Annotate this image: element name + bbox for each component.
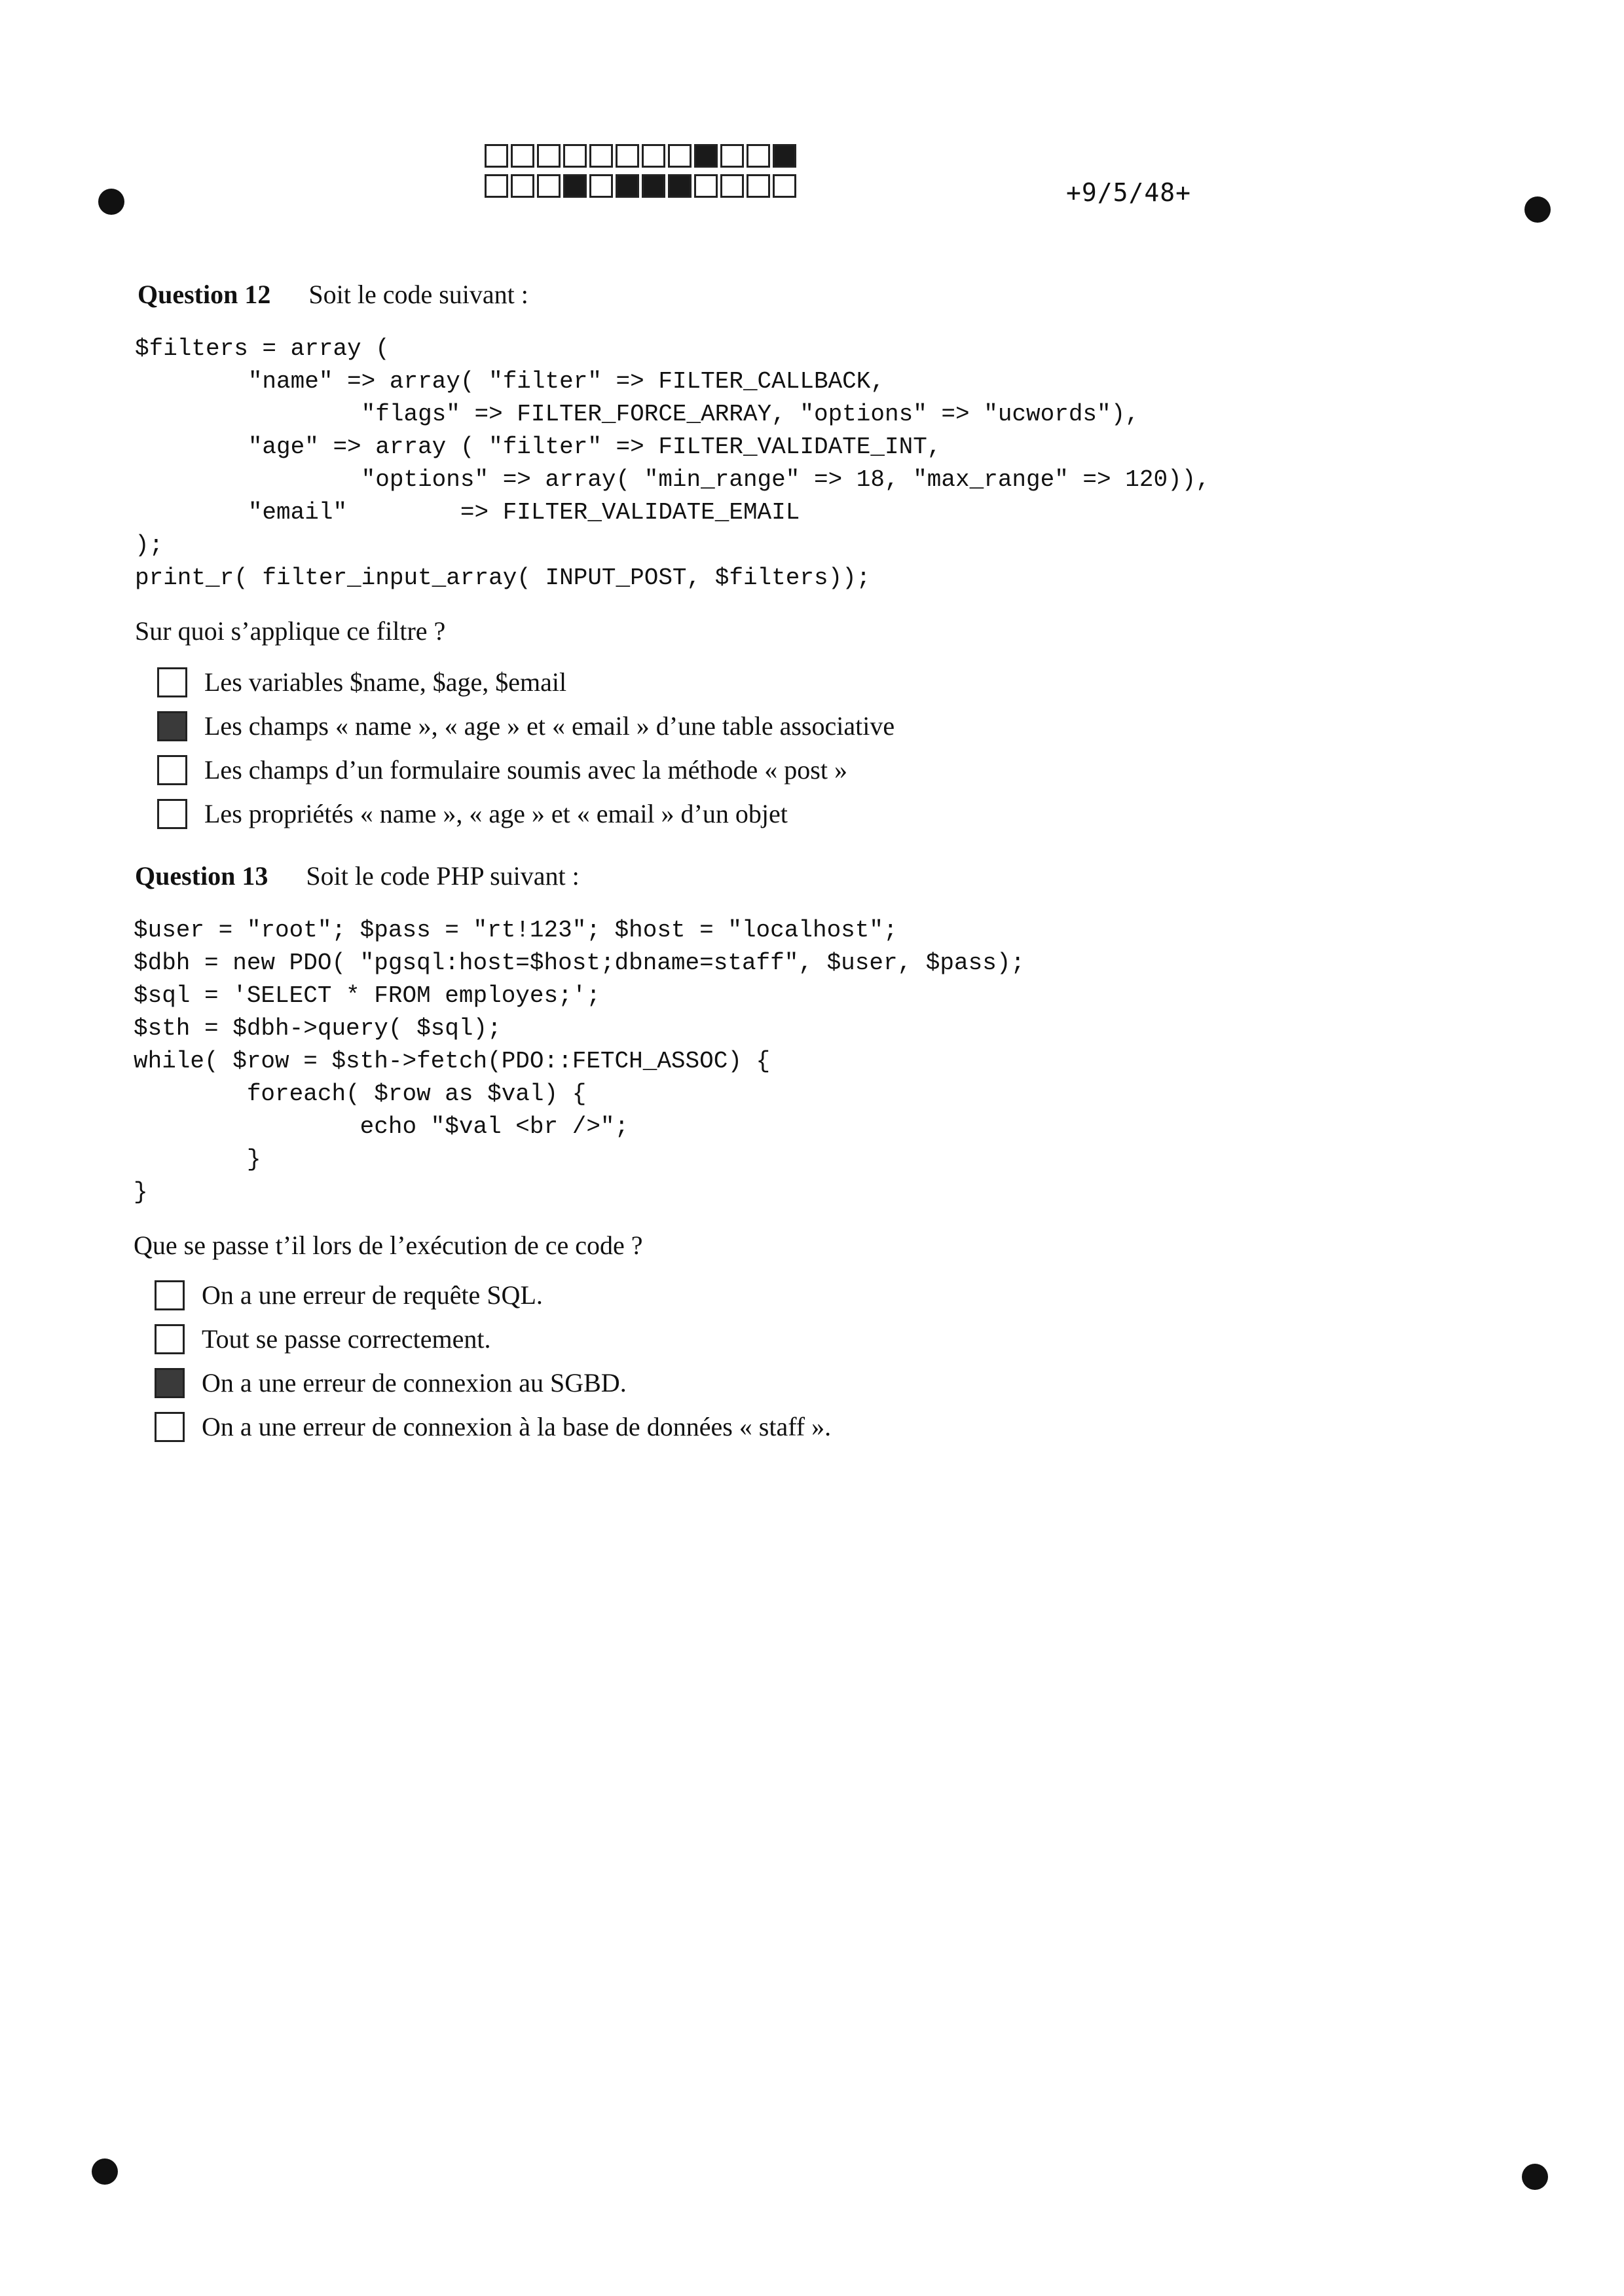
answer-label: Tout se passe correctement. [202, 1324, 491, 1354]
answer-option[interactable] [155, 1273, 831, 1317]
barcode-cell [694, 174, 718, 198]
barcode-cell [589, 144, 613, 168]
registration-mark-bottom-right [1522, 2164, 1548, 2190]
barcode-cell [720, 174, 744, 198]
answer-label: On a une erreur de connexion à la base de données « staff ». [202, 1412, 832, 1441]
barcode-cell [537, 144, 561, 168]
answer-label: Les propriétés « name », « age » et « email » d’un objet [204, 799, 788, 828]
barcode-cell [616, 144, 639, 168]
answer-option[interactable] [155, 1361, 831, 1405]
barcode-cell [589, 174, 613, 198]
checkbox[interactable] [157, 755, 187, 785]
answer-option[interactable] [157, 748, 895, 792]
registration-mark-top-right [1524, 196, 1551, 223]
question-intro: Soit le code PHP suivant : [306, 861, 580, 891]
barcode-cell [485, 144, 508, 168]
checkbox[interactable] [155, 1412, 185, 1442]
barcode-cell [563, 144, 587, 168]
barcode-cell [511, 144, 534, 168]
question-number: Question 12 [138, 280, 271, 309]
barcode-cell [537, 174, 561, 198]
barcode-cell [642, 144, 665, 168]
answer-label: On a une erreur de requête SQL. [202, 1280, 543, 1310]
barcode-cell-filled [616, 174, 639, 198]
barcode-cell-filled [773, 144, 796, 168]
barcode-cell-filled [668, 174, 692, 198]
question-12-prompt: Sur quoi s’applique ce filtre ? [135, 616, 446, 646]
checkbox[interactable] [157, 799, 187, 829]
checkbox[interactable] [155, 1280, 185, 1310]
barcode-cell [720, 144, 744, 168]
answer-label: Les champs « name », « age » et « email » d’une table associative [204, 711, 895, 741]
answer-option[interactable] [155, 1405, 831, 1449]
question-13-code: $user = "root"; $pass = "rt!123"; $host = "localhost"; $dbh = new PDO( "pgsql:host=$host;dbname=staff", $user, $pass); $sql = 'SELECT * FROM employes;'; $sth = $dbh->query( $sql); while( $row = $sth->fetch(PDO::FETCH_ASSOC) { foreach( $row as $val) { echo "$val <br />"; } } [134, 917, 1025, 1206]
question-number: Question 13 [135, 861, 268, 891]
question-13-options [155, 1273, 831, 1449]
barcode-cell-filled [563, 174, 587, 198]
barcode-cell [773, 174, 796, 198]
answer-label: Les champs d’un formulaire soumis avec la méthode « post » [204, 755, 847, 785]
barcode-cell [747, 144, 770, 168]
barcode-cell-filled [694, 144, 718, 168]
registration-mark-bottom-left [92, 2158, 118, 2185]
question-13-header [135, 861, 580, 891]
question-13-prompt: Que se passe t’il lors de l’exécution de ce code ? [134, 1231, 643, 1260]
question-12-options [157, 660, 895, 836]
barcode-cell [668, 144, 692, 168]
barcode-cell [485, 174, 508, 198]
barcode-cell [747, 174, 770, 198]
barcode-cell [511, 174, 534, 198]
checkbox[interactable] [155, 1324, 185, 1354]
registration-mark-top-left [98, 189, 124, 215]
answer-option[interactable] [157, 660, 895, 704]
checkbox-checked[interactable] [157, 711, 187, 741]
answer-option[interactable] [155, 1317, 831, 1361]
answer-option[interactable] [157, 792, 895, 836]
page-id: +9/5/48+ [1066, 178, 1192, 207]
question-12-code: $filters = array ( "name" => array( "filter" => FILTER_CALLBACK, "flags" => FILTER_FORCE_ARRAY, "options" => "ucwords"), "age" => array ( "filter" => FILTER_VALIDATE_INT, "options" => array( "min_range" => 18, "max_range" => 120)), "email" => FILTER_VALIDATE_EMAIL ); print_r( filter_input_array( INPUT_POST, $filters)); [135, 335, 1210, 591]
question-12-header [138, 279, 528, 310]
barcode-row-2 [485, 174, 799, 198]
answer-option[interactable] [157, 704, 895, 748]
answer-label: Les variables $name, $age, $email [204, 667, 567, 697]
answer-label: On a une erreur de connexion au SGBD. [202, 1368, 627, 1398]
checkbox-checked[interactable] [155, 1368, 185, 1398]
barcode-row-1 [485, 144, 799, 168]
question-intro: Soit le code suivant : [308, 280, 528, 309]
barcode-cell-filled [642, 174, 665, 198]
checkbox[interactable] [157, 667, 187, 697]
